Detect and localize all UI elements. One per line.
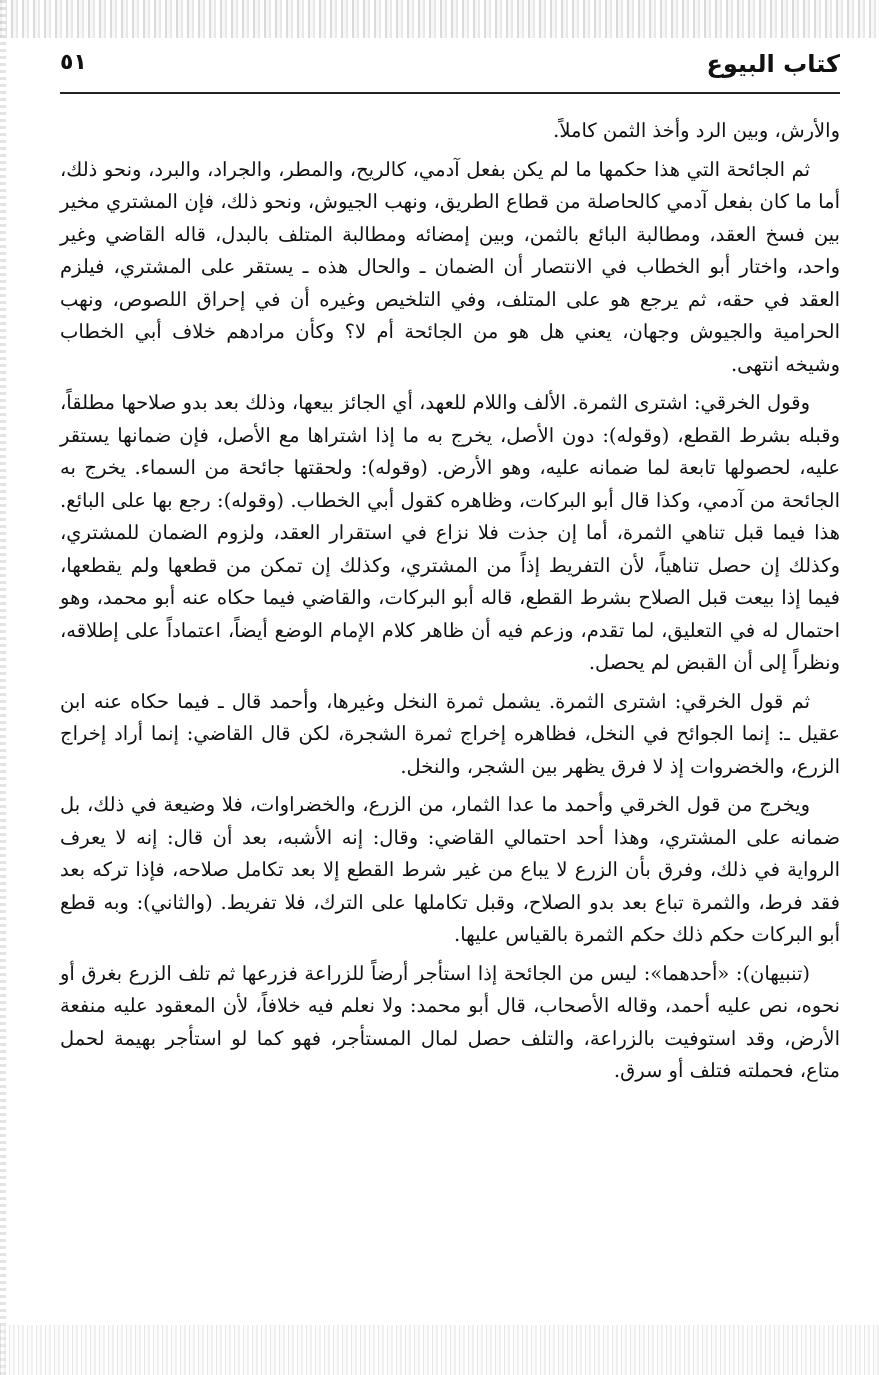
decorative-bottom-border xyxy=(0,1325,879,1375)
decorative-left-edge xyxy=(0,0,6,1375)
paragraph: ويخرج من قول الخرقي وأحمد ما عدا الثمار، من الزرع، والخضراوات، فلا وضيعة في ذلك، بل ضمانه على المشتري، وهذا أحد احتمالي القاضي: وقال: إنه الأشبه، بعد أن قال: إنه لا يعرف الرواية في ذلك، وفرق بأن الزرع لا يباع من غير شرط القطع إلا بعد تكامل صلاحه، فإذا تركه بعد فقد فرط، والثمرة تباع بعد بدو الصلاح، وقبل تكاملها على الترك، فلا تفريط. (والثاني): وبه قطع أبو البركات حكم ذلك حكم الثمرة بالقياس عليها. xyxy=(60,793,840,946)
decorative-top-border xyxy=(0,0,879,38)
paragraph: (تنبيهان): «أحدهما»: ليس من الجائحة إذا استأجر أرضاً للزراعة فزرعها ثم تلف الزرع بغرق أو نحوه، نص عليه أحمد، وقاله الأصحاب، قال أبو محمد: ولا نعلم فيه خلافاً، لأن المعقود عليه منفعة الأرض، وقد استوفيت بالزراعة، والتلف حصل لمال المستأجر، فهو كما لو استأجر بهيمة لحمل متاع، فحملته فتلف أو سرق. xyxy=(60,961,840,1082)
book-title: كتاب البيوع xyxy=(706,50,840,78)
page-number: ٥١ xyxy=(60,50,87,75)
paragraph: والأرش، وبين الرد وأخذ الثمن كاملاً. xyxy=(553,119,840,142)
header-rule xyxy=(60,92,840,94)
paragraph: ثم الجائحة التي هذا حكمها ما لم يكن بفعل آدمي، كالريح، والمطر، والجراد، والبرد، ونحو ذلك، أما ما كان بفعل آدمي كالحاصلة من قطاع الطريق، ونهب الجيوش، ونحو ذلك، فإن المشتري مخير بين فسخ العقد، ومطالبة البائع بالثمن، وبين إمضائه ومطالبة المتلف بالبدل، قاله القاضي وغير واحد، واختار أبو الخطاب في الانتصار أن الضمان ـ والحال هذه ـ يستقر على المشتري، فيلزم العقد في حقه، ثم يرجع هو على المتلف، وفي التلخيص وغيره أن في إحراق اللصوص، ونهب الحرامية والجيوش وجهان، يعني هل هو من الجائحة أم لا؟ وكأن مرادهم خلاف أبي الخطاب وشيخه انتهى. xyxy=(60,157,840,376)
paragraph: وقول الخرقي: اشترى الثمرة. الألف واللام للعهد، أي الجائز بيعها، وذلك بعد بدو صلاحها مطلقاً، وقبله بشرط القطع، (وقوله): دون الأصل، يخرج به ما إذا اشتراها مع الأصل، فإن ضمانها يستقر عليه، لحصولها تابعة لما ضمانه عليه، وهو الأرض. (وقوله): ولحقتها جائحة من السماء. يخرج به الجائحة من آدمي، وكذا قال أبو البركات، وظاهره كقول أبي الخطاب. (وقوله): رجع بها على البائع. هذا فيما قبل تناهي الثمرة، أما إن جذت فلا نزاع في استقرار العقد، ولزوم الضمان للمشتري، وكذلك إن حصل تناهياً، لأن التفريط إذاً من المشتري، وكذلك إن تمكن من قطعها ولم يقطعها، فيما إذا بيعت قبل الصلاح بشرط القطع، قاله أبو البركات، والقاضي فيما حكاه عنه أبو محمد، وهو احتمال له في التعليق، لما تقدم، وزعم فيه أن ظاهر كلام الإمام الوضع أيضاً، اعتماداً على إطلاقه، ونظراً إلى أن القبض لم يحصل. xyxy=(60,391,841,674)
page-header xyxy=(60,50,840,90)
paragraph: ثم قول الخرقي: اشترى الثمرة. يشمل ثمرة النخل وغيرها، وأحمد قال ـ فيما حكاه عنه ابن عقيل ـ: إنما الجوائح في النخل، فظاهره إخراج ثمرة الشجرة، لكن قال القاضي: إنما أراد إخراج الزرع، والخضروات إذ لا فرق يظهر بين الشجر، والنخل. xyxy=(60,689,840,778)
page-body xyxy=(60,115,840,1094)
